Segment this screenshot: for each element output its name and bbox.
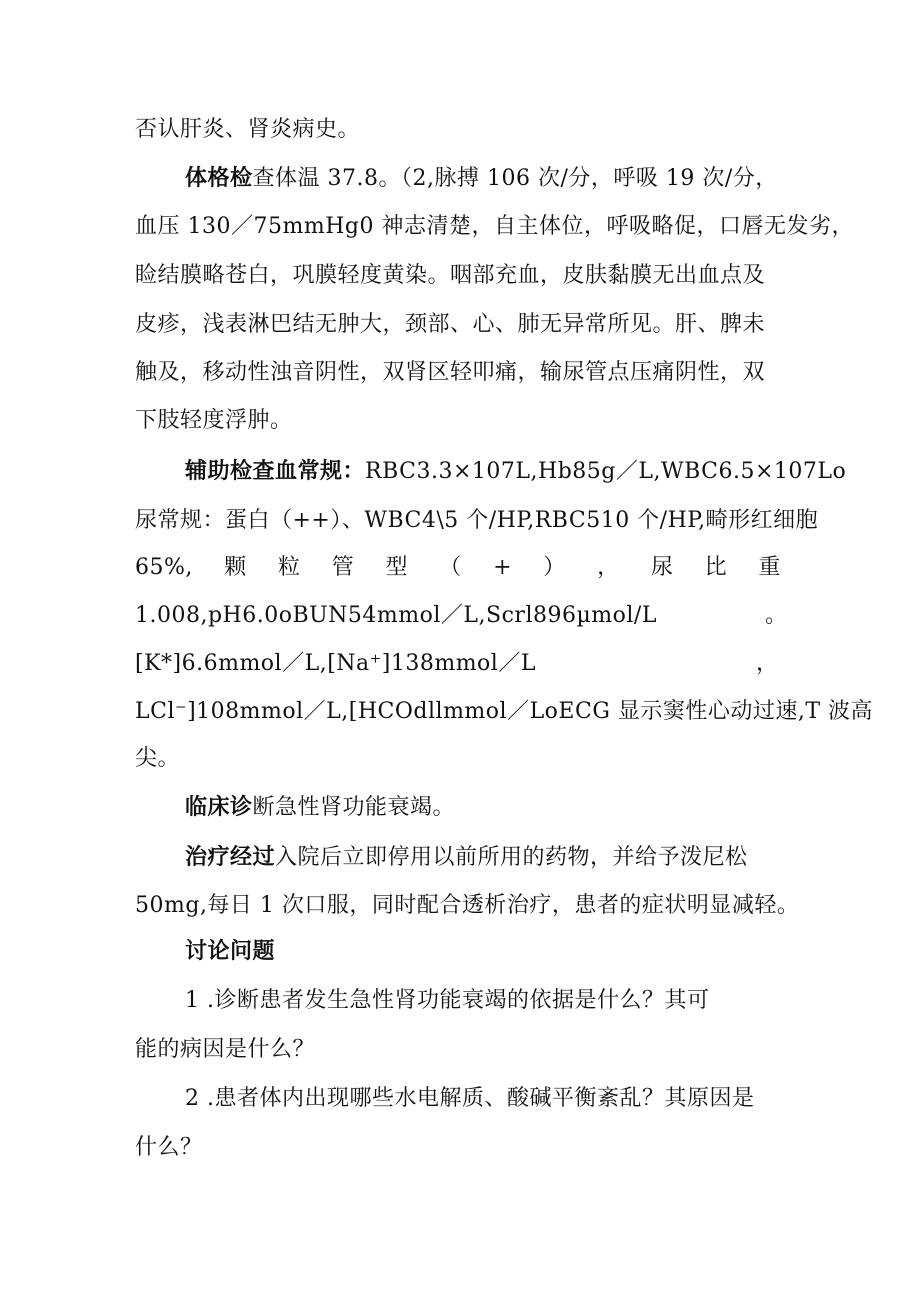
question-1: 1 .诊断患者发生急性肾功能衰竭的依据是什么？其可 <box>185 988 710 1013</box>
diagnosis-label: 临床诊 <box>185 795 253 820</box>
question-2-continued: 什么？ <box>135 1135 203 1160</box>
body-line: 50mg,每日 1 次口服，同时配合透析治疗，患者的症状明显减轻。 <box>135 893 800 918</box>
justified-token: 尿 <box>650 555 674 580</box>
justified-token: ） <box>543 555 566 580</box>
justified-token: + <box>493 555 513 580</box>
treatment-line <box>185 843 748 873</box>
justified-token: 粒 <box>277 555 301 580</box>
body-line: 尿常规：蛋白（++）、WBC4\5 个/HP,RBC510 个/HP,畸形红细胞 <box>135 508 819 533</box>
justified-token: （ <box>439 555 462 580</box>
question-1-continued: 能的病因是什么？ <box>135 1037 316 1062</box>
body-line: LCl⁻]108mmol／L,[HCOdllmmol／LoECG 显示窦性心动过速,T 波高 <box>135 699 874 724</box>
justified-token: 型 <box>385 555 409 580</box>
justified-token: 65%, <box>135 555 193 580</box>
auxiliary-exam-text: RBC3.3×107L,Hb85g／L,WBC6.5×107Lo <box>365 459 847 484</box>
body-line: 尖。 <box>135 746 181 771</box>
line-end-punctuation: 。 <box>765 603 788 628</box>
discussion-title: 讨论问题 <box>185 939 276 964</box>
body-line: 睑结膜略苍白，巩膜轻度黄染。咽部充血，皮肤黏膜无出血点及 <box>135 263 766 288</box>
history-line: 否认肝炎、肾炎病史。 <box>135 117 361 142</box>
diagnosis-line <box>185 793 455 823</box>
treatment-text: 入院后立即停用以前所用的药物，并给予泼尼松 <box>275 845 748 870</box>
justified-token: 管 <box>331 555 355 580</box>
physical-exam-label: 体格检 <box>185 166 253 191</box>
physical-exam-line <box>185 164 778 194</box>
justified-line <box>135 553 781 583</box>
body-line: 血压 130／75mmHg0 神志清楚，自主体位，呼吸略促，口唇无发劣， <box>135 214 854 239</box>
justified-token: 比 <box>704 555 728 580</box>
physical-exam-text: 查体温 37.8。（2,脉搏 106 次/分，呼吸 19 次/分， <box>252 166 778 191</box>
body-line: 下肢轻度浮肿。 <box>135 408 293 433</box>
diagnosis-text: 断急性肾功能衰竭。 <box>252 795 456 820</box>
question-2: 2 .患者体内出现哪些水电解质、酸碱平衡紊乱？其原因是 <box>185 1086 755 1111</box>
treatment-label: 治疗经过 <box>185 845 276 870</box>
justified-token: 重 <box>758 555 781 580</box>
line-end-punctuation: ， <box>756 651 779 676</box>
body-line: [K*]6.6mmol／L,[Na⁺]138mmol／L <box>135 651 536 676</box>
body-line: 皮疹，浅表淋巴结无肿大，颈部、心、肺无异常所见。肝、脾未 <box>135 312 766 337</box>
body-line: 1.008,pH6.0oBUN54mmol／L,Scrl896µmol/L <box>135 603 657 628</box>
auxiliary-exam-line <box>185 457 846 487</box>
justified-token: ， <box>597 555 620 580</box>
justified-token: 颗 <box>224 555 247 580</box>
body-line: 触及，移动性浊音阴性，双肾区轻叩痛，输尿管点压痛阴性，双 <box>135 360 766 385</box>
auxiliary-exam-label: 辅助检查血常规： <box>185 459 366 484</box>
